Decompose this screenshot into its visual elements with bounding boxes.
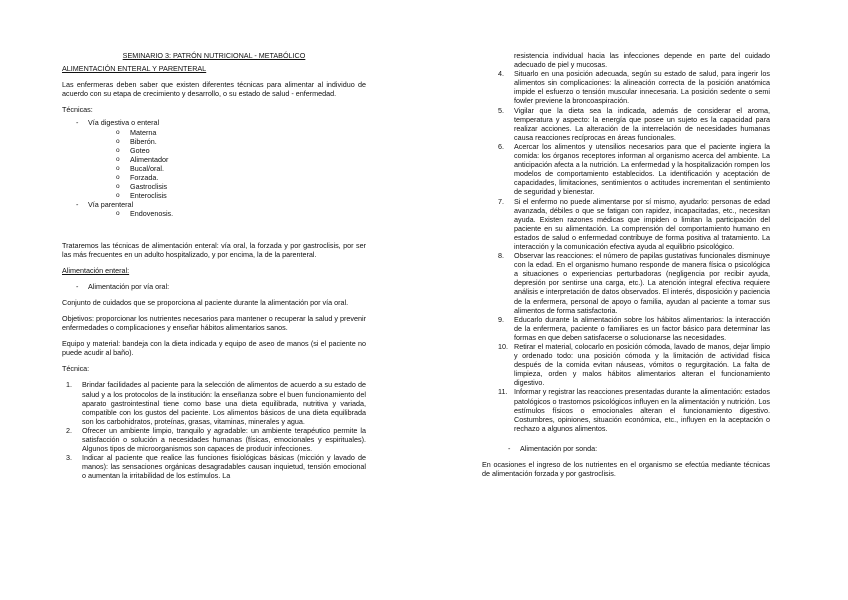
conjunto-paragraph: Conjunto de cuidados que se proporciona al paciente durante la alimentación por vía oral.: [62, 297, 349, 307]
document-title: SEMINARIO 3: PATRÓN NUTRICIONAL - METABÓLICO: [122, 51, 306, 60]
step-number: 4.: [498, 69, 504, 79]
step-text: Observar las reacciones: el número de papilas gustativas funcionales disminuye con la edad. En el organismo humano responde de manera física o psicológica a situaciones o experiencias perturbadoras (negligencia por recibir ayuda, depresión por sentirse una carga, etc.). La atención integral efectiva requiere análisis e interpretación de datos observados. El interés, disposición y paciencia de la enfermera, personal de apoyo o familia, ayudan al paciente a tomar sus alimentos de forma satisfactoria.: [514, 251, 770, 315]
left-column: [62, 0, 366, 480]
continued-paragraph: resistencia individual hacia las infecciones depende en parte del cuidado adecuado de piel y mucosas.: [514, 51, 770, 70]
oral-heading: - Alimentación por vía oral:: [62, 282, 366, 291]
step-item: [494, 315, 770, 342]
step-item: [494, 142, 770, 197]
step-item: [62, 380, 366, 425]
step-text: Retirar el material, colocarlo en posición cómoda, lavado de manos, dejar limpio y ordenado todo: una posición cómoda y la limitación de actividad física después de la comida evitan náuseas, vómitos o regurgitación. La falta de limpieza, orden y malos hábitos alimentarios alteran el funcionamiento digestivo.: [514, 342, 770, 388]
list-item: [76, 118, 366, 200]
sonda-paragraph: En ocasiones el ingreso de los nutrientes en el organismo se efectúa mediante técnicas de alimentación forzada y por gastroclisis.: [482, 460, 770, 479]
enteral-heading: Alimentación enteral:: [62, 265, 130, 275]
step-number: 10.: [498, 342, 508, 351]
right-column: [482, 51, 770, 479]
step-number: 3.: [66, 453, 72, 463]
step-text: Brindar facilidades al paciente para la selección de alimentos de acuerdo a su estado de salud y a los protocolos de la institución: la enseñanza sobre el buen funcionamiento del aparato gastrointestinal tiene como base una dieta equilibrada, nutritiva y variada, compatible con los gustos del paciente. Los alimentos básicos de una dieta equilibrada son los carbohidratos, proteínas, grasas, vitaminas, minerales y agua.: [82, 380, 366, 426]
sub-list-item: o Goteo: [116, 146, 366, 155]
intro-paragraph: Las enfermeras deben saber que existen diferentes técnicas para alimentar al individuo de acuerdo con su etapa de crecimiento y desarrollo, o su estado de salud - enfermedad.: [62, 80, 366, 99]
sub-list-item: o Alimentador: [116, 155, 366, 164]
step-item: [494, 197, 770, 252]
step-item: [494, 69, 770, 105]
step-text: Si el enfermo no puede alimentarse por sí mismo, ayudarlo: personas de edad avanzada, débiles o que se fatigan con rapidez, incapacitadas, etc., necesitan ayuda. Existen razones médicas que impiden o limitan la participación del paciente en su alimentación. La comprensión del comportamiento humano en estados de salud o enfermedad contribuye de forma positiva al tratamiento. La interacción y la comunicación efectiva ayuda al equilibrio psicológico.: [514, 196, 770, 251]
step-number: 2.: [66, 425, 72, 435]
step-item: [62, 426, 366, 453]
step-text: Informar y registrar las reacciones presentadas durante la alimentación: estados patológicos o trastornos psicológicos influyen en la alimentación y nutrición. Los estímulos físicos o emocionales alteran el funcionamiento digestivo. Costumbres, opiniones, situación económica, etc., influyen en la aceptación o rechazo a algunos alimentos.: [514, 387, 770, 433]
via-parenteral: Vía parenteral: [88, 200, 134, 210]
section-heading: ALIMENTACIÓN ENTERAL Y PARENTERAL: [62, 64, 207, 74]
right-steps-list: [494, 69, 770, 433]
step-item: [494, 387, 770, 432]
parenteral-sublist: [88, 209, 366, 218]
step-item: [62, 453, 366, 480]
sub-list-item: o Enteroclisis: [116, 191, 366, 200]
tecnicas-label: Técnicas:: [62, 105, 93, 115]
sub-list-item: o Endovenosis.: [116, 209, 366, 218]
techniques-list: [62, 118, 366, 218]
step-number: 7.: [498, 196, 504, 206]
objetivos-paragraph: Objetivos: proporcionar los nutrientes necesarios para mantener o recuperar la salud y prevenir enfermedades o complicaciones y enseñar hábitos alimentarios sanos.: [62, 313, 366, 333]
step-text: Ofrecer un ambiente limpio, tranquilo y agradable: un ambiente terapéutico permite la satisfacción o solución a necesidades humanas (físicas, emocionales y espirituales). Algunos tipos de microorganismos son capaces de producir infecciones.: [82, 425, 366, 454]
step-text: Vigilar que la dieta sea la indicada, además de considerar el aroma, temperatura y aspecto: la energía que posee un sujeto es la capacidad para realizar acciones. La alteración de la interrelación de necesidades humanas causa reacciones recíprocas en áreas funcionales.: [514, 105, 770, 142]
sub-list-item: o Forzada.: [116, 173, 366, 182]
step-number: 6.: [498, 141, 504, 151]
step-number: 8.: [498, 251, 504, 261]
step-number: 11.: [498, 387, 508, 397]
left-steps-list: [62, 380, 366, 480]
via-enteral: Vía digestiva o enteral: [88, 118, 160, 128]
step-number: 1.: [66, 380, 72, 390]
step-item: [494, 342, 770, 387]
step-text: Situarlo en una posición adecuada, según su estado de salud, para ingerir los alimentos sin complicaciones: la alineación correcta de la posición anatómica impide el esfuerzo o tensión muscular innecesaria. La posición sedente o semi fowler previene la broncoaspiración.: [514, 69, 770, 106]
step-text: Indicar al paciente que realice las funciones fisiológicas básicas (micción y lavado de manos): las sensaciones orgánicas desagradables causan inquietud, tensión emocional o aumentan la irritabilidad de los estímulos. La: [82, 453, 366, 481]
list-item: [76, 200, 366, 218]
sub-list-item: o Bucal/oral.: [116, 164, 366, 173]
step-text: Acercar los alimentos y utensilios necesarios para que el paciente ingiera la comida: los órganos receptores informan al organismo acerca del ambiente. La anticipación afecta a la nutrición. La enfermedad y la hospitalización rompen los modelos de comportamiento establecidos. La identificación y aceptación de capacidades, limitaciones, sentimientos o actitudes incrementan el sentimiento de seguridad y bienestar.: [514, 141, 770, 197]
sub-list-item: o Gastroclisis: [116, 182, 366, 191]
equipo-paragraph: Equipo y material: bandeja con la dieta indicada y equipo de aseo de manos (si el paciente no puede acudir al baño).: [62, 339, 366, 358]
step-number: 5.: [498, 105, 504, 115]
step-number: 9.: [498, 314, 504, 324]
step-text: Educarlo durante la alimentación sobre los hábitos alimentarios: la interacción de la enfermera, paciente o familiares es un factor básico para determinar las formas en que deben satisfacerse o solucionarse las necesidades.: [514, 314, 770, 342]
step-item: [494, 251, 770, 315]
sonda-heading: - Alimentación por sonda:: [494, 444, 770, 453]
summary-paragraph: Trataremos las técnicas de alimentación enteral: vía oral, la forzada y por gastroclisis, por ser las más frecuentes en un adulto hospitalizado, y por encima, la de la parenteral.: [62, 240, 366, 259]
tecnica-label: Técnica:: [62, 364, 90, 374]
sub-list-item: o Materna: [116, 128, 366, 137]
sub-list-item: o Biberón.: [116, 137, 366, 146]
step-item: [494, 106, 770, 142]
enteral-sublist: [88, 128, 366, 201]
